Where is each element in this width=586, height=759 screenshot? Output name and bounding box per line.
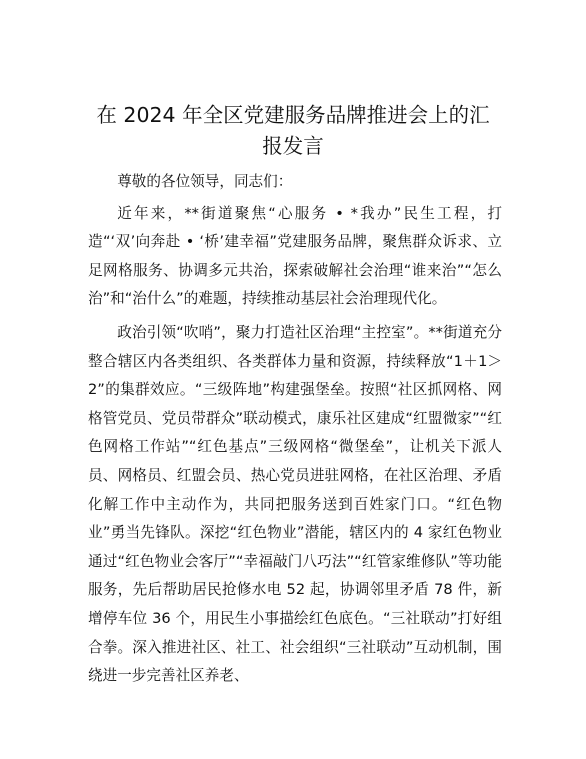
intro-paragraph: 近年来，**街道聚焦“心服务 • *我办”民生工程，打造“‘双’向奔赴 • ‘桥’建幸福”党建服务品牌，聚焦群众诉求、立足网格服务、协调多元共治，探索破解社会治理“谁来治”“怎么治”和“治什么”的难题，持续推动基层社会治理现代化。: [88, 204, 502, 308]
greeting-paragraph: 尊敬的各位领导，同志们：: [117, 173, 293, 190]
document-body: [88, 168, 502, 691]
political-leadership-paragraph: 政治引领“吹哨”，聚力打造社区治理“主控室”。**街道充分整合辖区内各类组织、各类群体力量和资源，持续释放“1＋1＞2”的集群效应。“三级阵地”构建强堡垒。按照“社区抓网格、网格管党员、党员带群众”联动模式，康乐社区建成“红盟微家”“红色网格工作站”“红色基点”三级网格“微堡垒”，让机关下派人员、网格员、红盟会员、热心党员进驻网格，在社区治理、矛盾化解工作中主动作为，共同把服务送到百姓家门口。“红色物业”勇当先锋队。深挖“红色物业”潜能，辖区内的 4 家红色物业通过“红色物业会客厅”“幸福敲门八巧法”“红管家维修队”等功能服务，先后帮助居民抢修水电 52 起，协调邻里矛盾 78 件，新增停车位 36 个，用民生小事描绘红色底色。“三社联动”打好组合拳。深入推进社区、社工、社会组织“三社联动”互动机制，围绕进一步完善社区养老、: [88, 323, 502, 685]
document-title: 在 2024 年全区党建服务品牌推进会上的汇报发言: [96, 103, 490, 158]
